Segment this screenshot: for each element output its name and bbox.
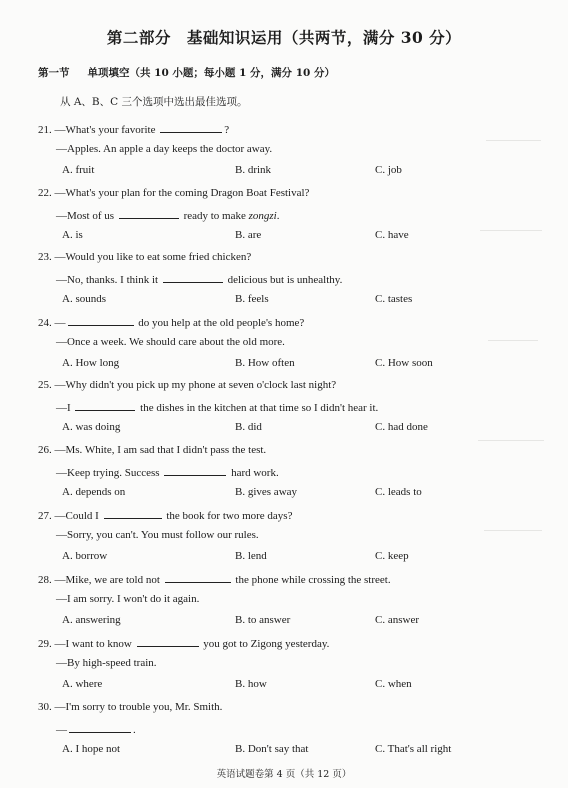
response-text-after: . (133, 724, 136, 736)
question-response (56, 143, 272, 155)
response-text: —By high-speed train. (56, 657, 157, 669)
response-text: —Apples. An apple a day keeps the doctor away. (56, 143, 273, 155)
option-b: B. are (235, 229, 262, 241)
instruction-text: 从 A、B、C 三个选项中选出最佳选项。 (60, 96, 248, 108)
response-text: — (56, 724, 67, 736)
response-text: —No, thanks. I think it (56, 274, 161, 286)
response-text: —Keep trying. Success (56, 467, 163, 479)
option-b: B. How often (235, 357, 295, 369)
option-a: A. answering (62, 614, 121, 626)
response-text-after: hard work. (228, 467, 279, 479)
option-c: C. keep (375, 550, 409, 562)
question-stem (38, 572, 391, 586)
question-response (56, 722, 136, 736)
answer-blank (75, 400, 135, 411)
option-b: B. to answer (235, 614, 291, 626)
answer-blank (104, 508, 162, 519)
question-stem (38, 187, 309, 199)
option-c: C. tastes (375, 293, 413, 305)
question-stem (38, 122, 229, 136)
response-text: —Sorry, you can't. You must follow our rules. (56, 529, 259, 541)
option-a: A. where (62, 678, 103, 690)
stem-text: 29. —I want to know (38, 638, 135, 650)
stem-text-after: ? (224, 124, 230, 136)
question-stem (38, 251, 251, 263)
option-a: A. depends on (62, 486, 126, 498)
answer-blank (164, 465, 226, 476)
answer-blank (69, 722, 131, 733)
question-stem (38, 701, 222, 713)
option-b: B. lend (235, 550, 267, 562)
question-response (56, 529, 259, 541)
response-text: —I am sorry. I won't do it again. (56, 593, 200, 605)
option-b: B. how (235, 678, 267, 690)
answer-blank (160, 122, 222, 133)
option-b: B. did (235, 421, 262, 433)
part-title: 第二部分 基础知识运用（共两节，满分 30 分） (106, 28, 462, 47)
question-response (56, 593, 199, 605)
option-c: C. That's all right (375, 743, 452, 755)
option-c: C. How soon (375, 357, 433, 369)
response-text-after: ready to make zongzi. (180, 210, 280, 222)
stem-text: 21. —What's your favorite (38, 124, 159, 136)
answer-blank (68, 315, 134, 326)
option-a: A. sounds (62, 293, 107, 305)
response-text-after: the dishes in the kitchen at that time so I didn't hear it. (137, 402, 379, 414)
answer-blank (119, 208, 179, 219)
question-response (56, 336, 285, 348)
question-stem (38, 379, 336, 391)
option-c: C. had done (375, 421, 428, 433)
response-text: —Most of us (56, 210, 117, 222)
section-heading (38, 65, 335, 80)
option-b: B. gives away (235, 486, 298, 498)
question-stem (38, 315, 304, 329)
question-response (56, 465, 279, 479)
answer-blank (163, 272, 223, 283)
option-a: A. was doing (62, 421, 121, 433)
stem-text: 23. —Would you like to eat some fried chicken? (38, 251, 252, 263)
stem-text: 30. —I'm sorry to trouble you, Mr. Smith. (38, 701, 223, 713)
response-text: —Once a week. We should care about the old more. (56, 336, 285, 348)
question-stem (38, 444, 266, 456)
option-c: C. have (375, 229, 409, 241)
option-a: A. I hope not (62, 743, 121, 755)
response-text-after: delicious but is unhealthy. (224, 274, 343, 286)
option-c: C. when (375, 678, 412, 690)
question-stem (38, 636, 329, 650)
option-b: B. Don't say that (235, 743, 309, 755)
response-text: —I (56, 402, 74, 414)
stem-text-after: the phone while crossing the street. (232, 574, 391, 586)
question-response (56, 400, 378, 414)
italic-word: zongzi (248, 210, 277, 222)
option-a: A. borrow (62, 550, 108, 562)
option-a: A. fruit (62, 164, 95, 176)
stem-text: 26. —Ms. White, I am sad that I didn't pass the test. (38, 444, 267, 456)
question-response (56, 272, 342, 286)
bleed-through-marks (476, 110, 556, 670)
stem-text-after: you got to Zigong yesterday. (200, 638, 330, 650)
option-b: B. feels (235, 293, 269, 305)
question-stem (38, 508, 292, 522)
option-a: A. is (62, 229, 83, 241)
section-tag: 第一节 (38, 67, 70, 79)
answer-blank (137, 636, 199, 647)
option-c: C. job (375, 164, 402, 176)
option-c: C. answer (375, 614, 419, 626)
stem-text: 24. — (38, 317, 66, 329)
stem-text-after: do you help at the old people's home? (135, 317, 305, 329)
stem-text: 28. —Mike, we are told not (38, 574, 163, 586)
section-title: 单项填空（共 10 小题；每小题 1 分，满分 10 分） (87, 67, 335, 79)
stem-text: 25. —Why didn't you pick up my phone at seven o'clock last night? (38, 379, 337, 391)
question-response (56, 657, 157, 669)
stem-text-after: the book for two more days? (163, 510, 293, 522)
option-b: B. drink (235, 164, 272, 176)
option-c: C. leads to (375, 486, 422, 498)
option-a: A. How long (62, 357, 120, 369)
stem-text: 27. —Could I (38, 510, 102, 522)
question-response (56, 208, 280, 222)
answer-blank (165, 572, 231, 583)
page-footer: 英语试题卷第 4 页（共 12 页） (216, 769, 352, 780)
stem-text: 22. —What's your plan for the coming Dragon Boat Festival? (38, 187, 310, 199)
